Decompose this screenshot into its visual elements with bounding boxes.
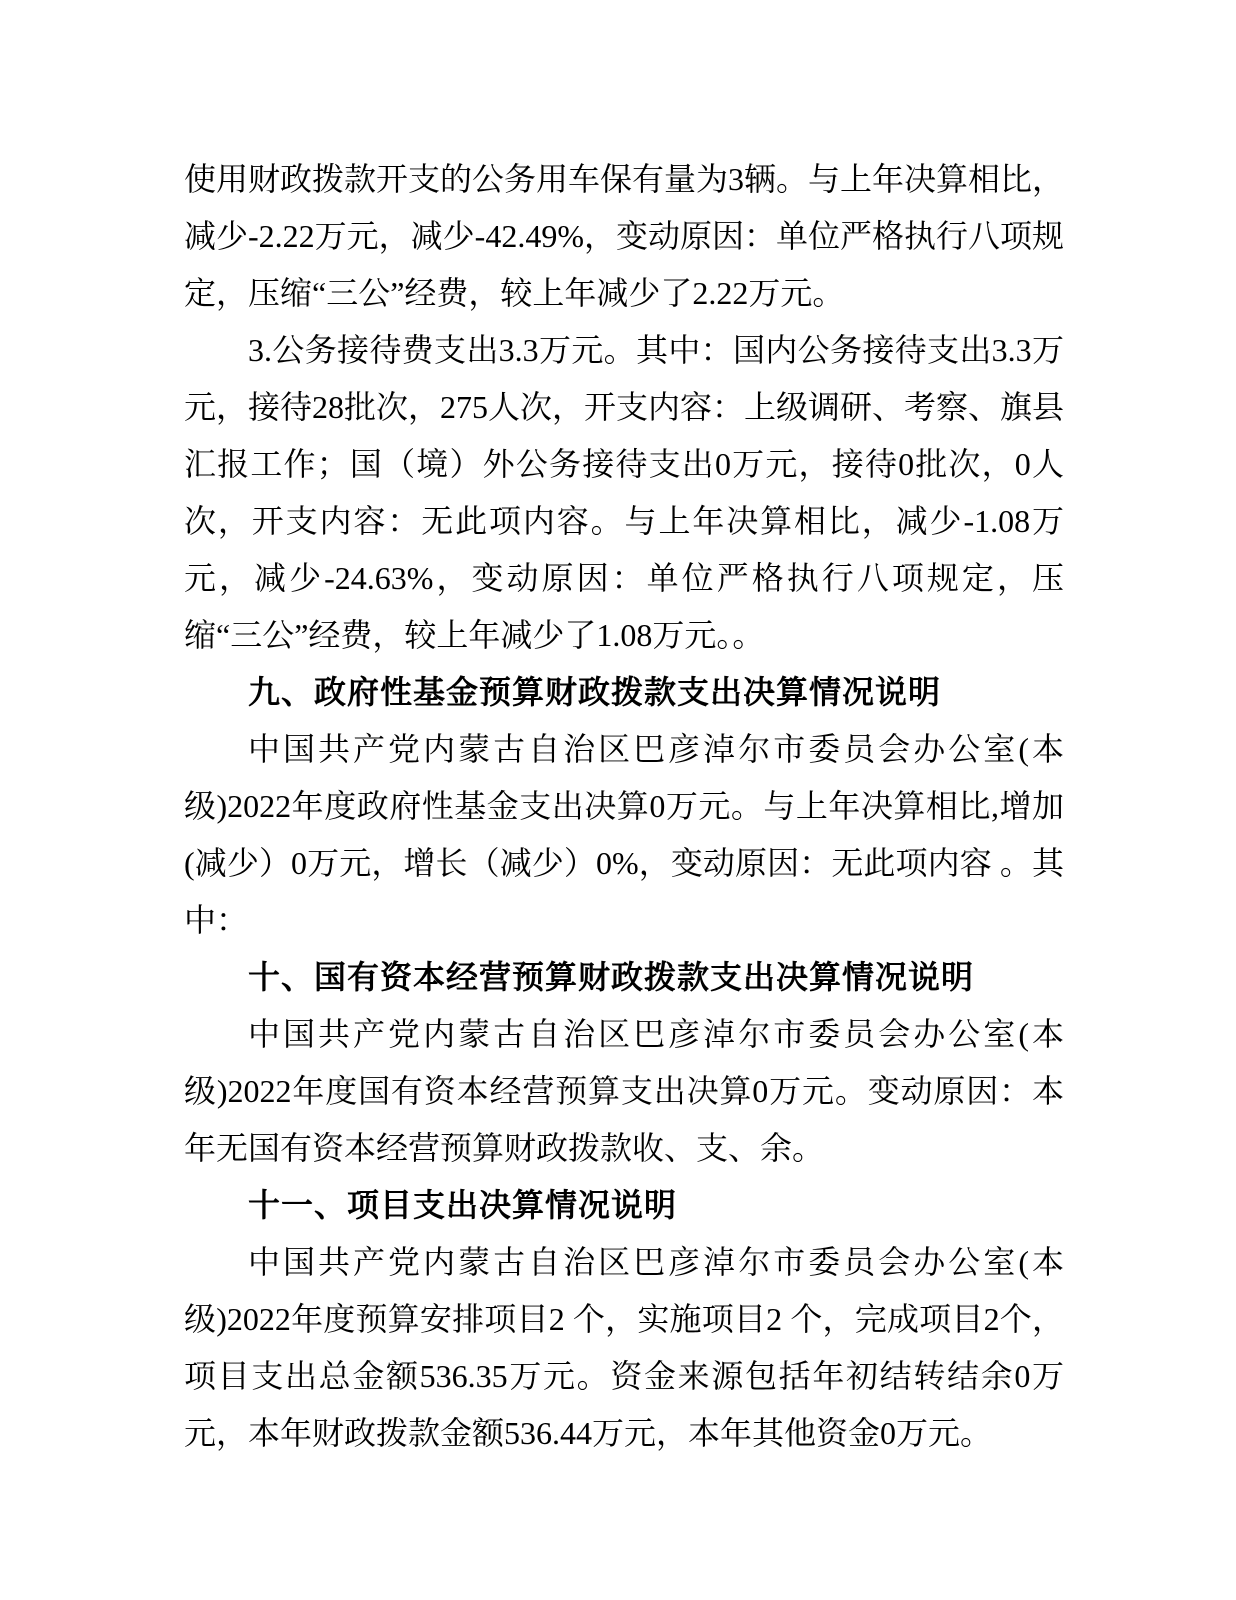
- heading-section-10-state-capital-budget: 十、国有资本经营预算财政拨款支出决算情况说明: [248, 959, 975, 995]
- paragraph-state-capital-budget: 中国共产党内蒙古自治区巴彦淖尔市委员会办公室(本级)2022年度国有资本经营预算支出决算0万元。变动原因：本年无国有资本经营预算财政拨款收、支、余。: [184, 1016, 1064, 1166]
- document-body: [184, 151, 1064, 1462]
- paragraph-government-fund-budget: 中国共产党内蒙古自治区巴彦淖尔市委员会办公室(本级)2022年度政府性基金支出决算0万元。与上年决算相比,增加(减少）0万元，增长（减少）0%，变动原因：无此项内容 。其中：: [184, 731, 1064, 938]
- paragraph-official-vehicle-expense: 使用财政拨款开支的公务用车保有量为3辆。与上年决算相比，减少-2.22万元，减少-42.49%，变动原因：单位严格执行八项规定，压缩“三公”经费，较上年减少了2.22万元。: [184, 161, 1065, 311]
- paragraph-project-expense: 中国共产党内蒙古自治区巴彦淖尔市委员会办公室(本级)2022年度预算安排项目2 个，实施项目2 个，完成项目2个，项目支出总金额536.35万元。资金来源包括年初结转结余0万元，本年财政拨款金额536.44万元，本年其他资金0万元。: [184, 1244, 1064, 1451]
- heading-section-11-project-expense: 十一、项目支出决算情况说明: [248, 1187, 678, 1223]
- heading-section-9-government-fund-budget: 九、政府性基金预算财政拨款支出决算情况说明: [248, 674, 942, 710]
- paragraph-official-reception-expense: 3.公务接待费支出3.3万元。其中：国内公务接待支出3.3万元，接待28批次，275人次，开支内容：上级调研、考察、旗县汇报工作；国（境）外公务接待支出0万元，接待0批次，0人次，开支内容：无此项内容。与上年决算相比，减少-1.08万元，减少-24.63%，变动原因：单位严格执行八项规定，压缩“三公”经费，较上年减少了1.08万元。。: [184, 332, 1065, 653]
